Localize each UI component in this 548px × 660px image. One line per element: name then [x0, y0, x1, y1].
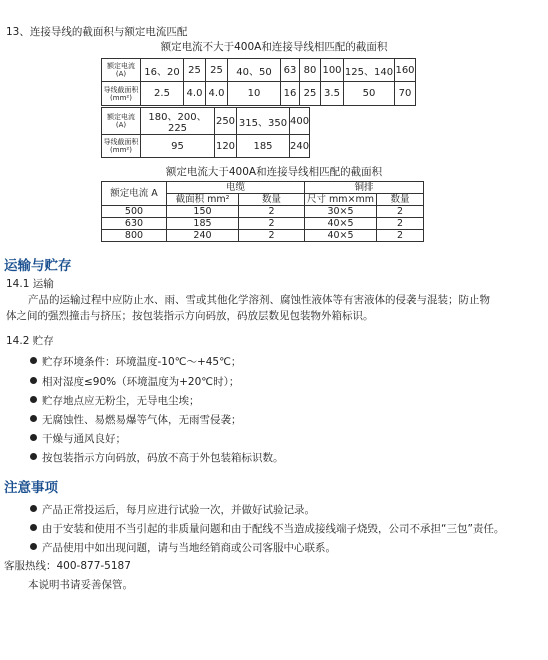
keep-note: 本说明书请妥善保管。 — [28, 579, 133, 591]
table-cell: 180、200、225 — [141, 108, 215, 135]
table-row — [102, 206, 424, 218]
table-cell: 500 — [102, 206, 167, 218]
header-qty: 数量 — [377, 194, 424, 206]
row-label: 额定电流(A) — [102, 59, 141, 82]
transport-heading: 运输与贮存 — [4, 258, 72, 274]
row-label: 导线截面积(mm²) — [102, 82, 141, 106]
table-cell: 40×5 — [305, 218, 377, 230]
header-busbar: 铜排 — [305, 182, 424, 194]
table-cell: 80 — [300, 59, 321, 82]
table1-caption: 额定电流不大于400A和连接导线相匹配的截面积 — [160, 41, 388, 53]
table-cell: 16、20 — [141, 59, 184, 82]
notes-heading: 注意事项 — [4, 480, 58, 496]
table-cell: 16 — [281, 82, 300, 106]
bullet-icon — [30, 357, 37, 364]
table2 — [101, 181, 424, 242]
table-cell: 2.5 — [141, 82, 184, 106]
table-cell: 2 — [239, 206, 305, 218]
bullet-icon — [30, 396, 37, 403]
header-cable: 电缆 — [167, 182, 305, 194]
table-cell: 120 — [215, 135, 237, 158]
table2-caption: 额定电流大于400A和连接导线相匹配的截面积 — [165, 166, 383, 178]
table-cell: 160 — [395, 59, 416, 82]
table-cell: 100 — [321, 59, 344, 82]
header-size: 尺寸 mm×mm — [305, 194, 377, 206]
table-cell: 25 — [300, 82, 321, 106]
row-label: 导线截面积(mm²) — [102, 135, 141, 158]
table-cell: 185 — [237, 135, 290, 158]
header-current: 额定电流 A — [102, 182, 167, 206]
bullet-icon — [30, 524, 37, 531]
bullet-icon — [30, 505, 37, 512]
table-cell: 95 — [141, 135, 215, 158]
section-13-title: 13、连接导线的截面积与额定电流匹配 — [6, 26, 188, 38]
list-item: 按包装指示方向码放，码放不高于外包装箱标识数。 — [30, 450, 284, 465]
list-item: 产品正常投运后，每月应进行试验一次，并做好试验记录。 — [30, 502, 315, 517]
table-row — [102, 230, 424, 242]
table-cell: 630 — [102, 218, 167, 230]
table-cell: 250 — [215, 108, 237, 135]
table-cell: 70 — [395, 82, 416, 106]
list-item: 贮存地点应无粉尘，无导电尘埃； — [30, 393, 200, 408]
table-cell: 2 — [377, 218, 424, 230]
row-label: 额定电流(A) — [102, 108, 141, 135]
table-cell: 25 — [184, 59, 206, 82]
bullet-icon — [30, 415, 37, 422]
table-cell: 63 — [281, 59, 300, 82]
header-qty: 数量 — [239, 194, 305, 206]
table-cell: 3.5 — [321, 82, 344, 106]
table-cell: 800 — [102, 230, 167, 242]
table-cell: 50 — [344, 82, 395, 106]
bullet-icon — [30, 453, 37, 460]
table-cell: 185 — [167, 218, 239, 230]
header-area: 截面积 mm² — [167, 194, 239, 206]
table-cell: 4.0 — [206, 82, 228, 106]
table-cell: 125、140 — [344, 59, 395, 82]
table-cell: 240 — [167, 230, 239, 242]
table-cell: 30×5 — [305, 206, 377, 218]
table-cell: 2 — [239, 218, 305, 230]
table1-bottom — [101, 107, 310, 158]
table-cell: 40×5 — [305, 230, 377, 242]
table-cell: 2 — [377, 206, 424, 218]
table-row — [102, 218, 424, 230]
table-cell: 240 — [290, 135, 310, 158]
table-cell: 40、50 — [228, 59, 281, 82]
table-cell: 2 — [377, 230, 424, 242]
list-item: 干燥与通风良好； — [30, 431, 126, 446]
table-cell: 25 — [206, 59, 228, 82]
section-14-2-title: 14.2 贮存 — [6, 335, 54, 347]
section-14-1-title: 14.1 运输 — [6, 278, 54, 290]
transport-paragraph-line1: 产品的运输过程中应防止水、雨、雪或其他化学溶剂、腐蚀性液体等有害液体的侵袭与混装；防止物 — [28, 294, 490, 306]
table-cell: 400 — [290, 108, 310, 135]
table-cell: 10 — [228, 82, 281, 106]
table1-top — [101, 58, 416, 106]
bullet-icon — [30, 434, 37, 441]
list-item: 由于安装和使用不当引起的非质量问题和由于配线不当造成接线端子烧毁，公司不承担“三包”责任。 — [30, 521, 504, 536]
list-item: 产品使用中如出现问题，请与当地经销商或公司客服中心联系。 — [30, 540, 336, 555]
table-cell: 150 — [167, 206, 239, 218]
hotline: 客服热线：400-877-5187 — [4, 560, 131, 572]
list-item: 贮存环境条件：环境温度-10℃～+45℃； — [30, 354, 241, 369]
transport-paragraph-line2: 体之间的强烈撞击与挤压；按包装指示方向码放，码放层数见包装物外箱标识。 — [6, 310, 374, 322]
table-cell: 315、350 — [237, 108, 290, 135]
bullet-icon — [30, 377, 37, 384]
bullet-icon — [30, 543, 37, 550]
list-item: 无腐蚀性、易燃易爆等气体，无雨雪侵袭； — [30, 412, 242, 427]
table-cell: 4.0 — [184, 82, 206, 106]
table-cell: 2 — [239, 230, 305, 242]
list-item: 相对湿度≤90%（环境温度为+20℃时）； — [30, 374, 239, 389]
